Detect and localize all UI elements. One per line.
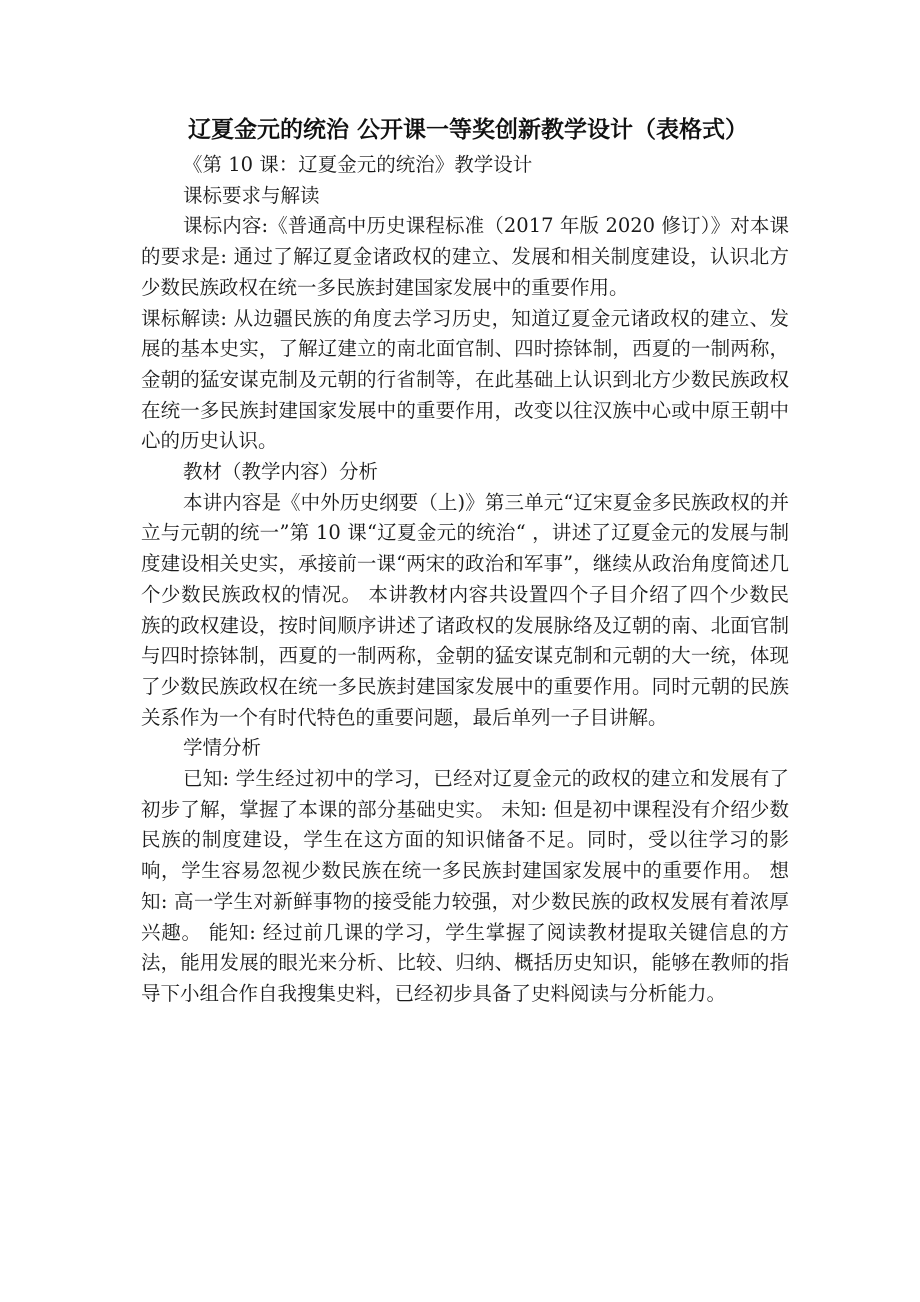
standards-content-paragraph: 课标内容:《普通高中历史课程标准（2017 年版 2020 修订）》对本课的要求是: 通过了解辽夏金诸政权的建立、发展和相关制度建设，认识北方少数民族政权在统一多民族封建国家发展中的重要作用。 <box>141 214 789 299</box>
section-heading-textbook: 教材（教学内容）分析 <box>183 460 379 484</box>
lesson-subtitle: 《第 10 课：辽夏金元的统治》教学设计 <box>183 153 533 176</box>
standards-interpretation-paragraph: 课标解读: 从边疆民族的角度去学习历史，知道辽夏金元诸政权的建立、发展的基本史实，了解辽建立的南北面官制、四时捺钵制，西夏的一制两称，金朝的猛安谋克制及元朝的行省制等，在此基础上认识到北方少数民族政权在统一多民族封建国家发展中的重要作用，改变以往汉族中心或中原王朝中心的历史认识。 <box>141 306 789 453</box>
textbook-analysis-paragraph: 本讲内容是《中外历史纲要（上)》第三单元“辽宋夏金多民族政权的并立与元朝的统一”第 10 课“辽夏金元的统治“ ，讲述了辽夏金元的发展与制度建设相关史实，承接前一课“两宋的政治和军事”，继续从政治角度简述几个少数民族政权的情况。 本讲教材内容共设置四个子目介绍了四个少数民族的政权建设，按时间顺序讲述了诸政权的发展脉络及辽朝的南、北面官制与四时捺钵制，西夏的一制两称，金朝的猛安谋克制和元朝的大一统，体现了少数民族政权在统一多民族封建国家发展中的重要作用。同时元朝的民族关系作为一个有时代特色的重要问题，最后单列一子目讲解。 <box>141 490 789 729</box>
student-analysis-paragraph: 已知: 学生经过初中的学习，已经对辽夏金元的政权的建立和发展有了初步了解，掌握了本课的部分基础史实。 未知: 但是初中课程没有介绍少数民族的制度建设，学生在这方面的知识储备不足。同时，受以往学习的影响，学生容易忽视少数民族在统一多民族封建国家发展中的重要作用。 想知: 高一学生对新鲜事物的接受能力较强，对少数民族的政权发展有着浓厚兴趣。 能知: 经过前几课的学习，学生掌握了阅读教材提取关键信息的方法，能用发展的眼光来分析、比较、归纳、概括历史知识，能够在教师的指导下小组合作自我搜集史料，已经初步具备了史料阅读与分析能力。 <box>141 767 789 1005</box>
document-title: 辽夏金元的统治 公开课一等奖创新教学设计（表格式） <box>188 117 749 143</box>
section-heading-students: 学情分析 <box>183 736 262 760</box>
section-heading-standards: 课标要求与解读 <box>183 183 320 207</box>
document-body <box>141 150 789 1010</box>
